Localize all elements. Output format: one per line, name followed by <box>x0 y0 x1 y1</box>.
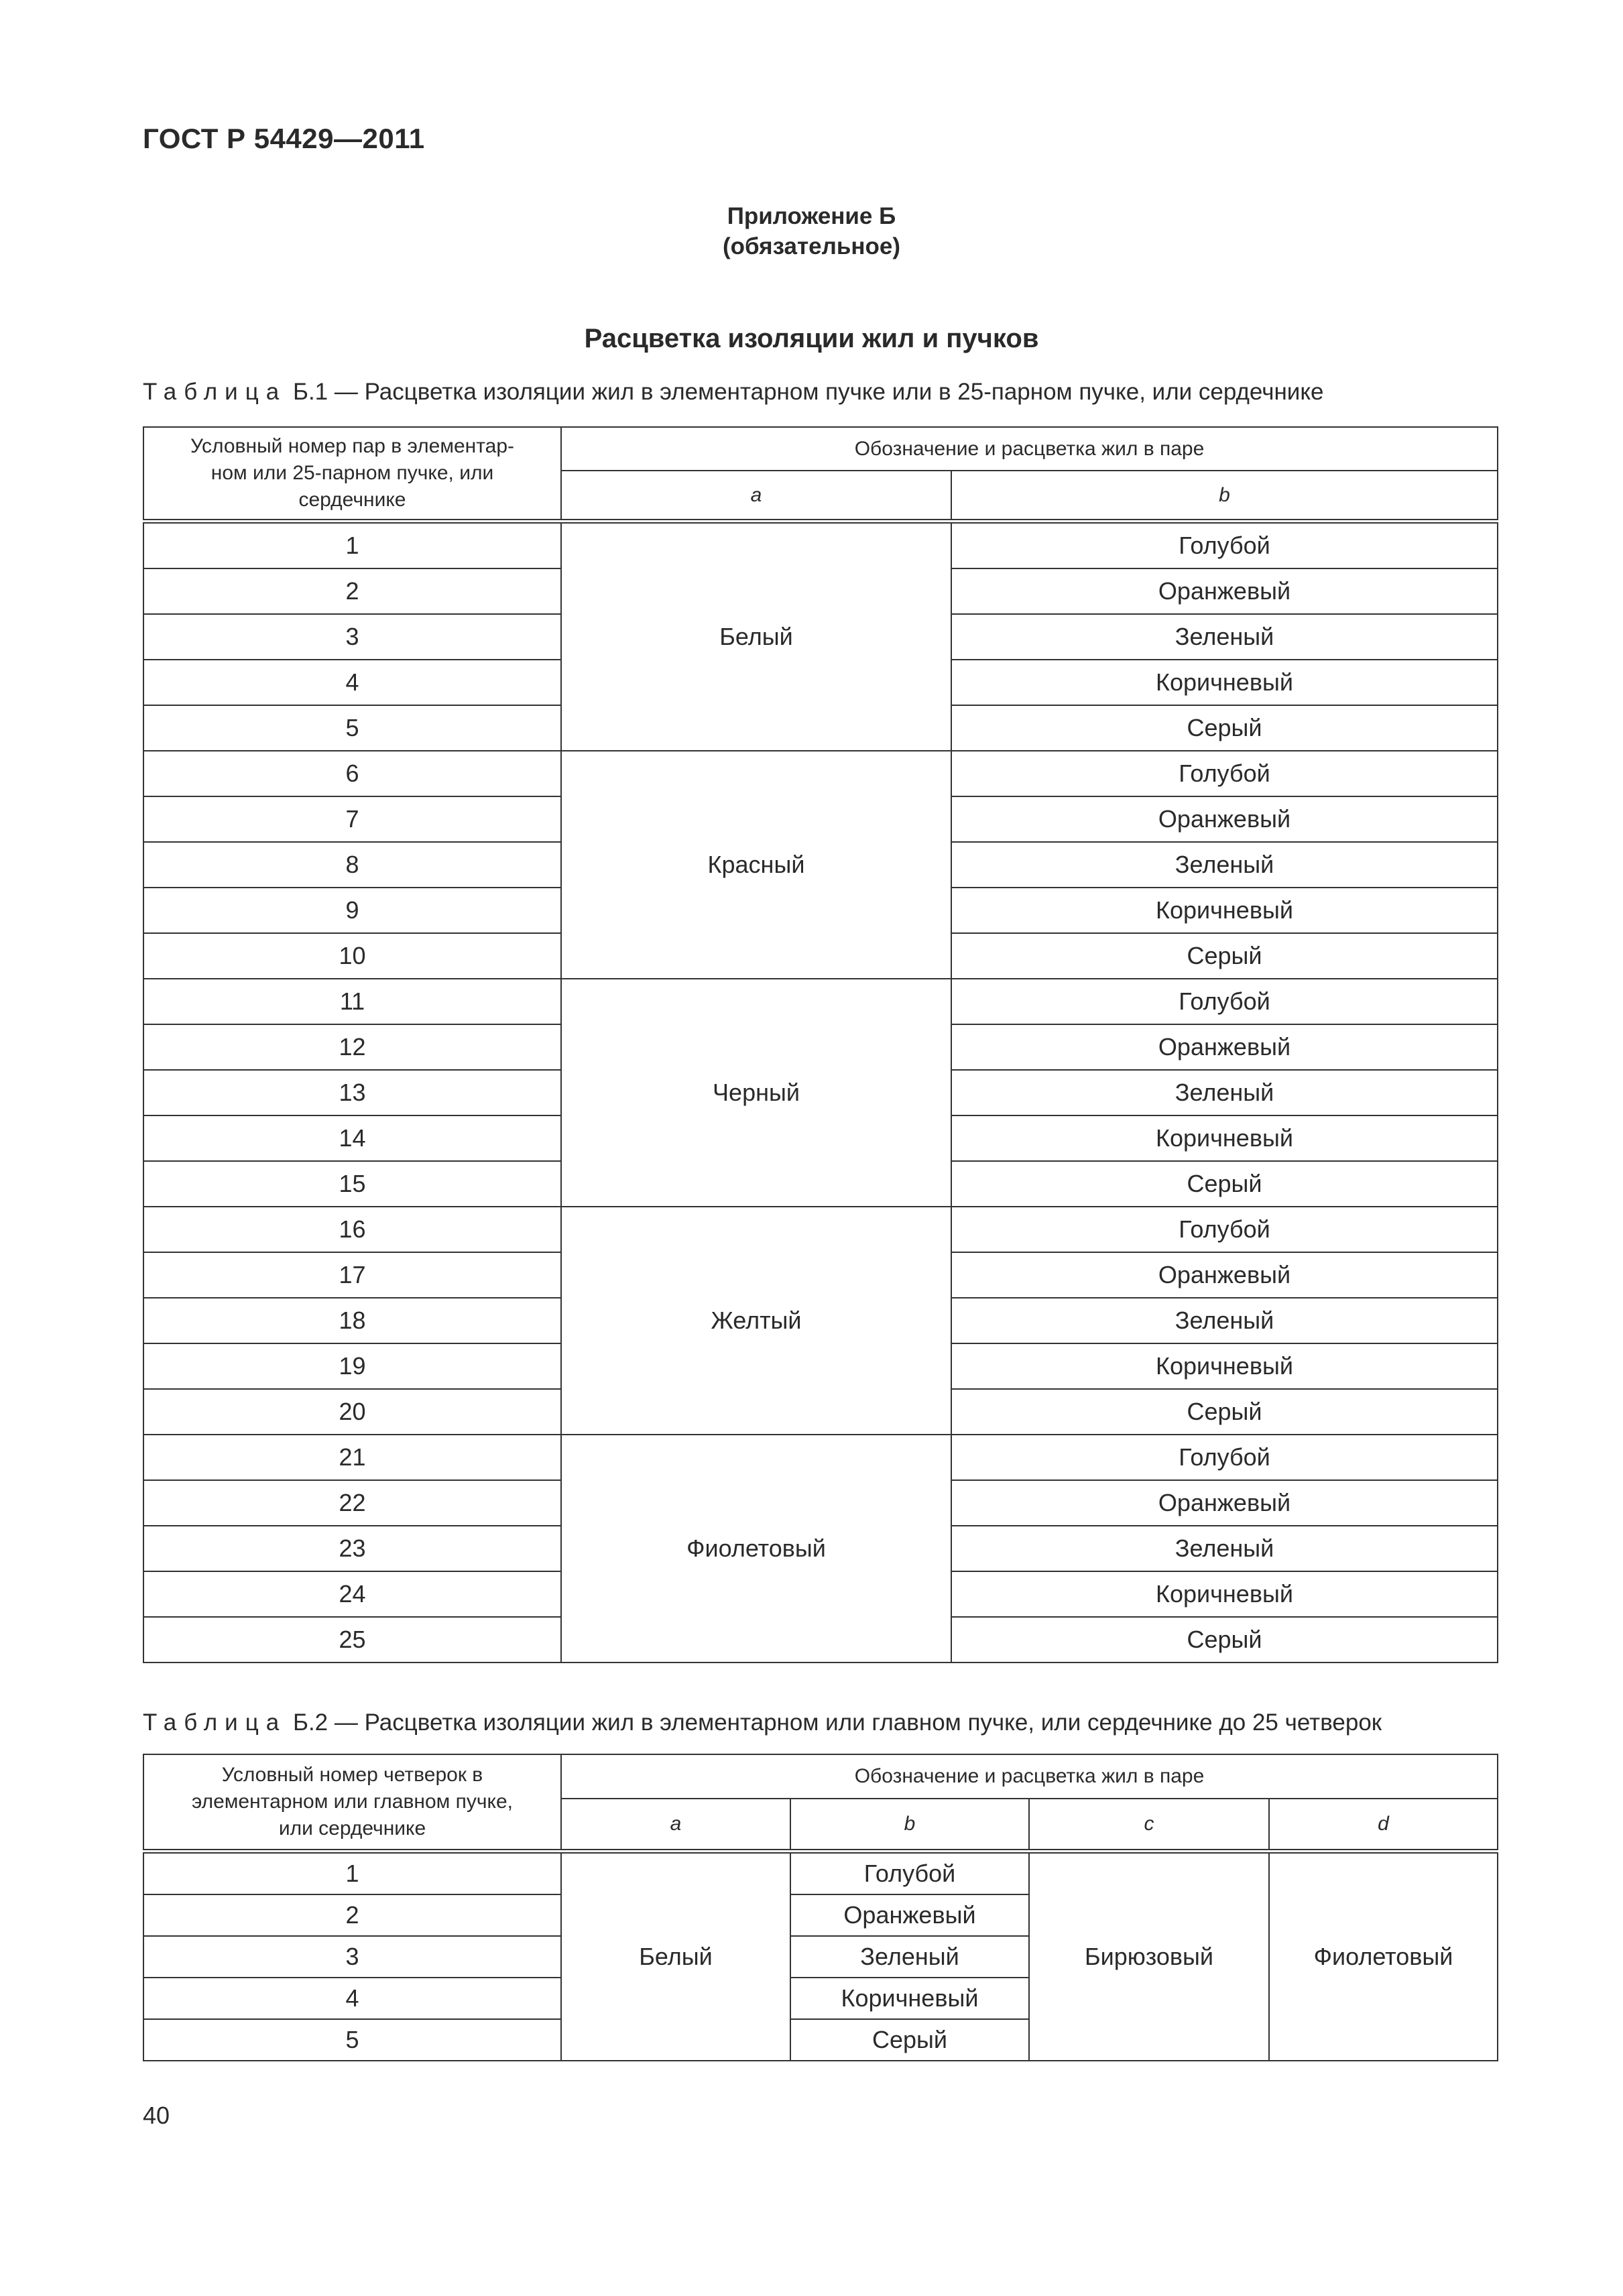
pair-number-cell: 12 <box>143 1024 561 1070</box>
color-a-cell: Желтый <box>561 1207 951 1435</box>
color-b-cell: Оранжевый <box>790 1894 1029 1936</box>
color-a-cell: Белый <box>561 522 951 751</box>
pair-number-cell: 9 <box>143 888 561 933</box>
pair-number-cell: 2 <box>143 568 561 614</box>
color-b-cell: Серый <box>951 1617 1498 1663</box>
color-a-cell: Фиолетовый <box>561 1435 951 1663</box>
pair-number-cell: 16 <box>143 1207 561 1252</box>
caption-label: Таблица <box>143 1709 287 1736</box>
color-b-cell: Зеленый <box>951 614 1498 660</box>
header-quad-number <box>143 1754 561 1852</box>
table-row <box>143 522 1498 569</box>
color-b-cell: Серый <box>951 1389 1498 1435</box>
pair-number-cell: 19 <box>143 1343 561 1389</box>
appendix-status: (обязательное) <box>722 233 900 259</box>
color-b-cell: Зеленый <box>790 1936 1029 1978</box>
table-row <box>143 1207 1498 1252</box>
section-title: Расцветка изоляции жил и пучков <box>584 324 1039 353</box>
color-b-cell: Оранжевый <box>951 796 1498 842</box>
pair-number-cell: 15 <box>143 1161 561 1207</box>
color-b-cell: Коричневый <box>951 660 1498 705</box>
color-b-cell: Серый <box>951 933 1498 979</box>
pair-number-cell: 3 <box>143 614 561 660</box>
color-b-cell: Коричневый <box>951 1571 1498 1617</box>
table-b2 <box>143 1754 1498 2061</box>
caption-label: Таблица <box>143 379 287 405</box>
color-b-cell: Коричневый <box>951 1115 1498 1161</box>
color-b-cell: Голубой <box>951 979 1498 1024</box>
table-row <box>143 751 1498 796</box>
color-b-cell: Оранжевый <box>951 568 1498 614</box>
pair-number-cell: 14 <box>143 1115 561 1161</box>
color-b-cell: Зеленый <box>951 842 1498 888</box>
pair-number-cell: 18 <box>143 1298 561 1343</box>
quad-number-cell: 3 <box>143 1936 561 1978</box>
table-row <box>143 1852 1498 1895</box>
pair-number-cell: 4 <box>143 660 561 705</box>
color-d-cell: Фиолетовый <box>1269 1852 1498 2061</box>
quad-number-cell: 4 <box>143 1978 561 2019</box>
color-b-cell: Голубой <box>951 1435 1498 1480</box>
color-b-cell: Голубой <box>951 1207 1498 1252</box>
color-c-cell: Бирюзовый <box>1029 1852 1269 2061</box>
pair-number-cell: 21 <box>143 1435 561 1480</box>
color-b-cell: Голубой <box>790 1852 1029 1895</box>
color-b-cell: Коричневый <box>790 1978 1029 2019</box>
document-code: ГОСТ Р 54429—2011 <box>143 123 425 154</box>
pair-number-cell: 7 <box>143 796 561 842</box>
header-col-d: d <box>1269 1799 1498 1852</box>
color-a-cell: Белый <box>561 1852 790 2061</box>
caption-text: Б.2 — Расцветка изоляции жил в элементарном или главном пучке, или сердечнике до 25 четверок <box>292 1709 1382 1736</box>
header-quad-number-text: Условный номер четверок в элементарном или главном пучке, или сердечнике <box>191 1764 514 1839</box>
color-a-cell: Красный <box>561 751 951 979</box>
pair-number-cell: 6 <box>143 751 561 796</box>
table-b1-caption <box>143 379 1324 406</box>
color-b-cell: Оранжевый <box>951 1480 1498 1526</box>
color-b-cell: Зеленый <box>951 1298 1498 1343</box>
color-b-cell: Коричневый <box>951 1343 1498 1389</box>
pair-number-cell: 5 <box>143 705 561 751</box>
header-designation: Обозначение и расцветка жил в паре <box>561 1754 1498 1799</box>
header-pair-number <box>143 427 561 522</box>
quad-number-cell: 2 <box>143 1894 561 1936</box>
color-a-cell: Черный <box>561 979 951 1207</box>
page-number: 40 <box>143 2102 170 2129</box>
color-b-cell: Оранжевый <box>951 1252 1498 1298</box>
quad-number-cell: 1 <box>143 1852 561 1895</box>
pair-number-cell: 22 <box>143 1480 561 1526</box>
table-b1 <box>143 426 1498 1663</box>
header-col-b: b <box>951 471 1498 522</box>
quad-number-cell: 5 <box>143 2019 561 2061</box>
header-col-b: b <box>790 1799 1029 1852</box>
pair-number-cell: 17 <box>143 1252 561 1298</box>
color-b-cell: Голубой <box>951 522 1498 569</box>
color-b-cell: Голубой <box>951 751 1498 796</box>
caption-text: Б.1 — Расцветка изоляции жил в элементарном пучке или в 25-парном пучке, или сердечнике <box>292 379 1324 405</box>
pair-number-cell: 23 <box>143 1526 561 1571</box>
pair-number-cell: 25 <box>143 1617 561 1663</box>
header-col-a: a <box>561 1799 790 1852</box>
color-b-cell: Зеленый <box>951 1526 1498 1571</box>
pair-number-cell: 20 <box>143 1389 561 1435</box>
appendix-title: Приложение Б <box>727 203 896 229</box>
pair-number-cell: 1 <box>143 522 561 569</box>
pair-number-cell: 13 <box>143 1070 561 1115</box>
color-b-cell: Зеленый <box>951 1070 1498 1115</box>
table-row <box>143 1435 1498 1480</box>
pair-number-cell: 8 <box>143 842 561 888</box>
table-row <box>143 979 1498 1024</box>
color-b-cell: Серый <box>951 705 1498 751</box>
header-col-a: a <box>561 471 951 522</box>
table-b2-caption <box>143 1709 1382 1736</box>
pair-number-cell: 11 <box>143 979 561 1024</box>
header-designation: Обозначение и расцветка жил в паре <box>561 427 1498 471</box>
header-pair-number-text: Условный номер пар в элементар- ном или 25-парном пучке, или сердечнике <box>190 435 515 511</box>
color-b-cell: Серый <box>790 2019 1029 2061</box>
color-b-cell: Оранжевый <box>951 1024 1498 1070</box>
header-col-c: c <box>1029 1799 1269 1852</box>
pair-number-cell: 24 <box>143 1571 561 1617</box>
pair-number-cell: 10 <box>143 933 561 979</box>
color-b-cell: Серый <box>951 1161 1498 1207</box>
color-b-cell: Коричневый <box>951 888 1498 933</box>
